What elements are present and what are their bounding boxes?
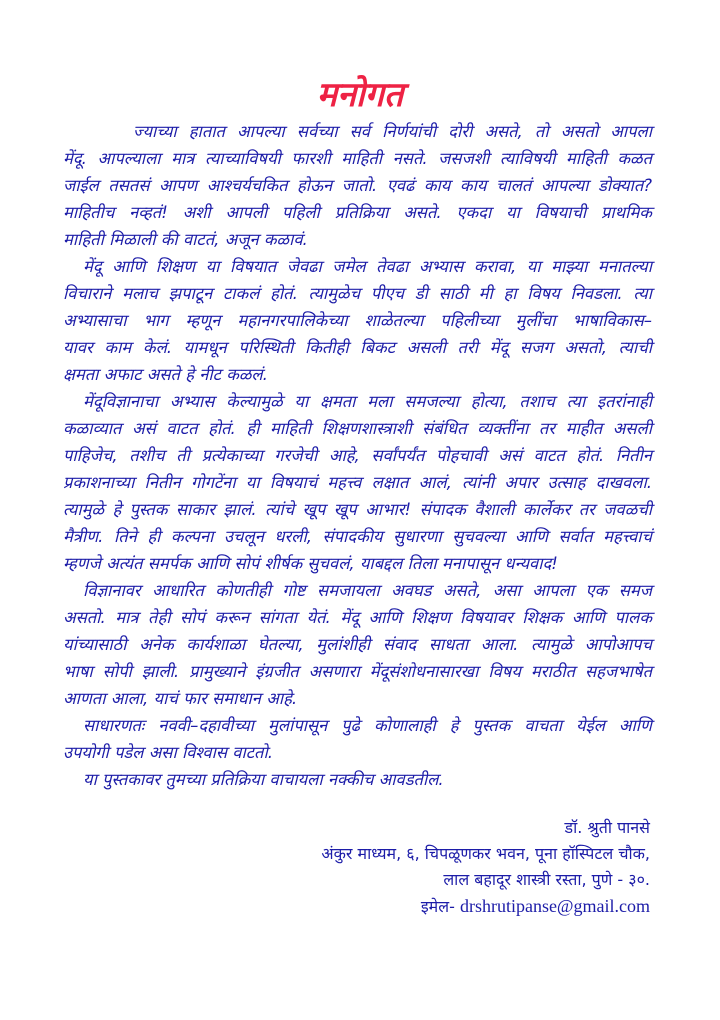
paragraph-line: भाषा सोपी झाली. प्रामुख्याने इंग्रजीत असणारा मेंदूसंशोधनासारखा विषय मराठीत सहजभाषेत [63, 662, 652, 681]
paragraph [63, 766, 652, 793]
paragraph-line: मेंदू. आपल्याला मात्र त्याच्याविषयी फारशी माहिती नसते. जसजशी त्याविषयी माहिती कळत [63, 149, 652, 168]
paragraph-line: असतो. मात्र तेही सोपं करून सांगता येतं. मेंदू आणि शिक्षण विषयावर शिक्षक आणि पालक [63, 608, 652, 627]
address-line-2: लाल बहादूर शास्त्री रस्ता, पुणे - ३०. [443, 870, 650, 889]
paragraph-line: यांच्यासाठी अनेक कार्यशाळा घेतल्या, मुलांशीही संवाद साधता आला. त्यामुळे आपोआपच [63, 635, 652, 654]
email-address: drshrutipanse@gmail.com [459, 896, 650, 916]
paragraph-line: क्षमता अफाट असते हे नीट कळलं. [63, 365, 268, 384]
paragraph [63, 253, 652, 388]
paragraph-line: साधारणतः नववी–दहावीच्या मुलांपासून पुढे कोणालाही हे पुस्तक वाचता येईल आणि [83, 716, 652, 735]
page-title: मनोगत [316, 75, 404, 115]
paragraph-line: प्रकाशनाच्या नितीन गोगटेंना या विषयाचं महत्त्व लक्षात आलं, त्यांनी अपार उत्साह दाखवला. [63, 473, 652, 492]
paragraph-line: यावर काम केलं. यामधून परिस्थिती कितीही बिकट असली तरी मेंदू सजग असतो, त्याची [63, 338, 652, 357]
paragraph [63, 118, 652, 253]
paragraph-line: त्यामुळे हे पुस्तक साकार झालं. त्यांचे खूप खूप आभार! संपादक वैशाली कार्लेकर तर जवळची [63, 500, 652, 519]
address-line-1: अंकुर माध्यम, ६, चिपळूणकर भवन, पूना हॉस्पिटल चौक, [321, 844, 650, 863]
email-label: इमेल- [420, 897, 455, 916]
paragraph-line: या पुस्तकावर तुमच्या प्रतिक्रिया वाचायला नक्कीच आवडतील. [83, 770, 444, 789]
author-name: डॉ. श्रुती पानसे [564, 818, 650, 837]
paragraph-line: माहिती मिळाली की वाटतं, अजून कळावं. [63, 230, 308, 249]
paragraph-line: मेंदूविज्ञानाचा अभ्यास केल्यामुळे या क्षमता मला समजल्या होत्या, तशाच त्या इतरांनाही [83, 392, 652, 411]
paragraph [63, 388, 652, 577]
paragraph-line: आणता आला, याचं फार समाधान आहे. [63, 689, 298, 708]
paragraph-line: कळाव्यात असं वाटत होतं. ही माहिती शिक्षणशास्त्राशी संबंधित व्यक्तींना तर माहीत असली [63, 419, 652, 438]
signature-block [321, 815, 650, 919]
paragraph-line: जाईल तसतसं आपण आश्चर्यचकित होऊन जातो. एवढं काय काय चालतं आपल्या डोक्यात? [63, 176, 652, 195]
email-line [321, 893, 650, 919]
paragraph-line: माहितीच नव्हतं! अशी आपली पहिली प्रतिक्रिया असते. एकदा या विषयाची प्राथमिक [63, 203, 652, 222]
paragraph-line: म्हणजे अत्यंत समर्पक आणि सोपं शीर्षक सुचवलं, याबद्दल तिला मनापासून धन्यवाद! [63, 554, 558, 573]
paragraph-line: मैत्रीण. तिने ही कल्पना उचलून धरली, संपादकीय सुधारणा सुचवल्या आणि सर्वात महत्त्वाचं [63, 527, 652, 546]
paragraph [63, 577, 652, 712]
paragraph [63, 712, 652, 766]
document-body [63, 118, 652, 793]
paragraph-line: मेंदू आणि शिक्षण या विषयात जेवढा जमेल तेवढा अभ्यास करावा, या माझ्या मनातल्या [83, 257, 652, 276]
paragraph-line: अभ्यासाचा भाग म्हणून महानगरपालिकेच्या शाळेतल्या पहिलीच्या मुलींचा भाषाविकास– [63, 311, 652, 330]
paragraph-line: पाहिजेच, तशीच ती प्रत्येकाच्या गरजेची आहे, सर्वांपर्यंत पोहचावी असं वाटत होतं. नितीन [63, 446, 652, 465]
paragraph-line: उपयोगी पडेल असा विश्वास वाटतो. [63, 743, 273, 762]
paragraph-line: विज्ञानावर आधारित कोणतीही गोष्ट समजायला अवघड असते, असा आपला एक समज [83, 581, 652, 600]
paragraph-line: ज्याच्या हातात आपल्या सर्वच्या सर्व निर्णयांची दोरी असते, तो असतो आपला [133, 122, 652, 141]
paragraph-line: विचाराने मलाच झपाटून टाकलं होतं. त्यामुळेच पीएच डी साठी मी हा विषय निवडला. त्या [63, 284, 652, 303]
